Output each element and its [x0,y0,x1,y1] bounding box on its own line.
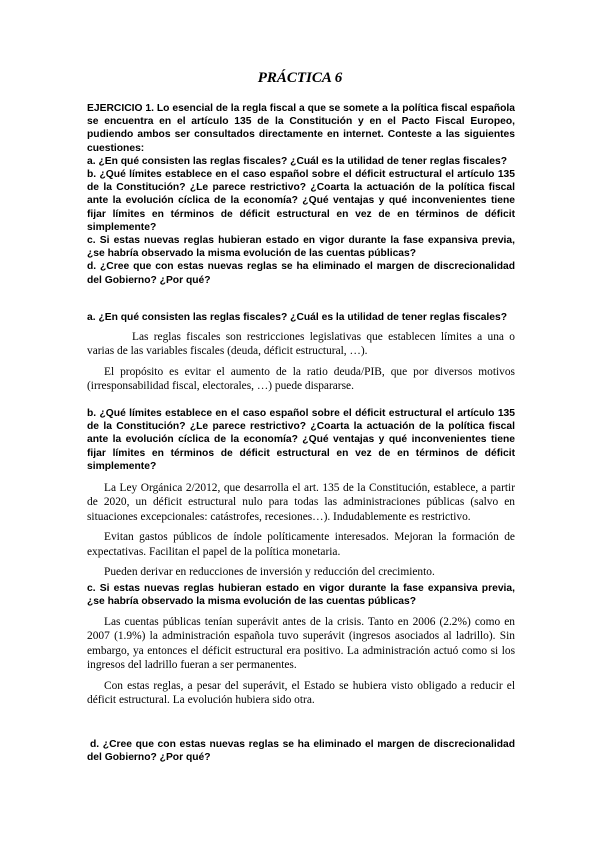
exercise-block [87,102,515,287]
answer-b-heading: b. ¿Qué límites establece en el caso español sobre el déficit estructural el artículo 135 de la Constitución? ¿Le parece restrictivo? ¿Coarta la actuación de la política fiscal ante la evolución cíclica de la economía? ¿Qué ventajas y qué inconvenientes tiene fijar límites en términos de déficit estructural en vez de en términos de déficit simplemente? [87,408,515,472]
exercise-question-d: d. ¿Cree que con estas nuevas reglas se ha eliminado el margen de discrecionalidad del Gobierno? ¿Por qué? [87,261,515,286]
answer-a-body [87,330,515,394]
answer-b-body [87,481,515,579]
page-title: PRÁCTICA 6 [257,70,343,86]
exercise-question-b: b. ¿Qué límites establece en el caso español sobre el déficit estructural el artículo 135 de la Constitución? ¿Le parece restrictivo? ¿Coarta la actuación de la política fiscal ante la evolución cíclica de la economía? ¿Qué ventajas y qué inconvenientes tiene fijar límites en términos de déficit estructural en vez de en términos de déficit simplemente? [87,169,515,233]
answer-b-paragraph: Evitan gastos públicos de índole políticamente interesados. Mejoran la formación de expectativas. Facilitan el papel de la política monetaria. [87,531,515,558]
answer-a-paragraph: El propósito es evitar el aumento de la ratio deuda/PIB, que por diversos motivos (irresponsabilidad fiscal, electorales, …) puede dispararse. [87,365,515,393]
exercise-intro: EJERCICIO 1. Lo esencial de la regla fiscal a que se somete a la política fiscal española se encuentra en el artículo 135 de la Constitución y en el Pacto Fiscal Europeo, pudiendo ambos ser consultados directamente en internet. Conteste a las siguientes cuestiones: [87,103,515,154]
answer-c-body [87,615,515,707]
exercise-question-c: c. Si estas nuevas reglas hubieran estado en vigor durante la fase expansiva previa, ¿se habría observado la misma evolución de las cuentas públicas? [87,235,515,260]
exercise-question-a: a. ¿En qué consisten las reglas fiscales? ¿Cuál es la utilidad de tener reglas fiscales? [87,155,508,167]
answer-d-heading: d. ¿Cree que con estas nuevas reglas se ha eliminado el margen de discrecionalidad del Gobierno? ¿Por qué? [87,739,515,764]
answer-b-paragraph: La Ley Orgánica 2/2012, que desarrolla el art. 135 de la Constitución, establece, a partir de 2020, un déficit estructural nulo para todas las administraciones públicas (salvo en situaciones excepcionales: catástrofes, recesiones…). Indudablemente es restrictivo. [87,482,515,523]
answer-c-heading: c. Si estas nuevas reglas hubieran estado en vigor durante la fase expansiva previa, ¿se habría observado la misma evolución de las cuentas públicas? [87,583,515,608]
answer-b-paragraph: Pueden derivar en reducciones de inversión y reducción del crecimiento. [104,566,435,579]
answer-c-paragraph: Las cuentas públicas tenían superávit antes de la crisis. Tanto en 2006 (2.2%) como en 2007 (1.9%) la administración española tuvo superávit (ingresos asociados al ladrillo). Sin embargo, ya entonces el déficit estructural era positivo. La administración actuó como si los ingresos del ladrillo fueran a ser permanentes. [87,616,515,672]
answer-c-paragraph: Con estas reglas, a pesar del superávit, el Estado se hubiera visto obligado a reducir el déficit estructural. La evolución hubiera sido otra. [87,679,515,707]
answer-a-paragraph: Las reglas fiscales son restricciones legislativas que establecen límites a una o varias de las variables fiscales (deuda, déficit estructural, …). [87,331,515,358]
answer-a-heading: a. ¿En qué consisten las reglas fiscales? ¿Cuál es la utilidad de tener reglas fiscales? [87,312,508,323]
